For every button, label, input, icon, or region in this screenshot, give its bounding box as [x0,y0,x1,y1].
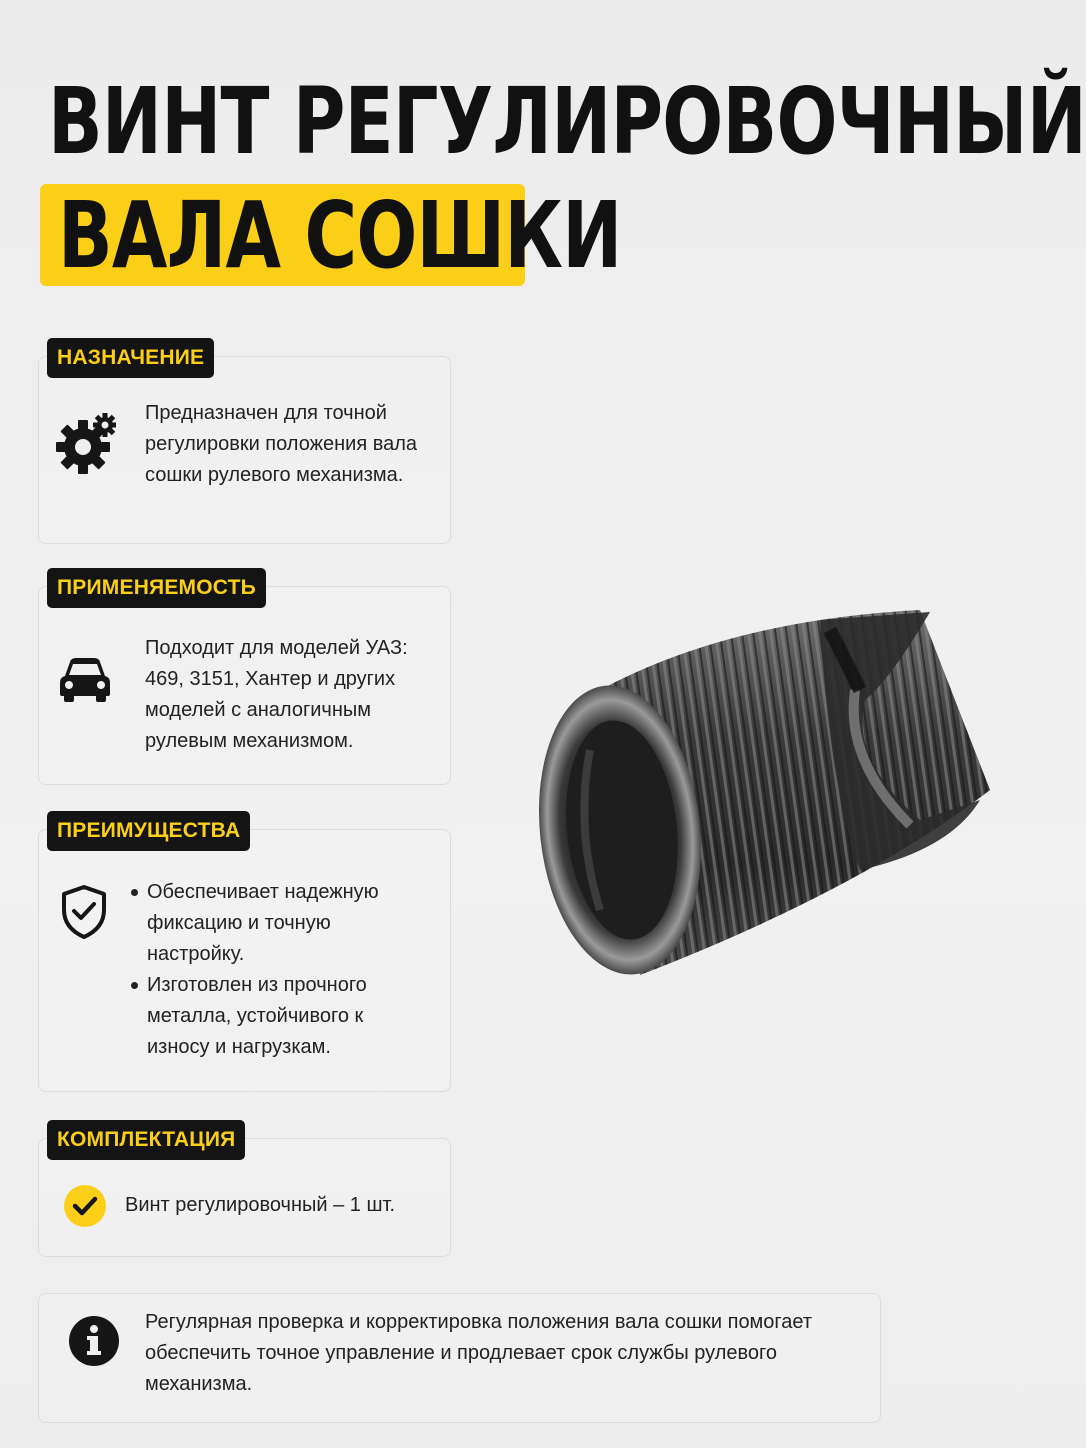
purpose-badge: НАЗНАЧЕНИЕ [47,338,214,378]
advantages-list [131,877,421,1063]
info-icon [68,1315,120,1367]
package-badge: КОМПЛЕКТАЦИЯ [47,1120,245,1160]
list-item: Изготовлен из прочного металла, устойчивого к износу и нагрузкам. [131,970,421,1063]
title-line-2: ВАЛА СОШКИ [58,182,622,289]
car-icon [58,656,112,704]
advantages-badge: ПРЕИМУЩЕСТВА [47,811,250,851]
product-image [530,590,1000,990]
gears-icon [56,410,116,474]
purpose-text: Предназначен для точной регулировки положения вала сошки рулевого механизма. [145,402,418,486]
title-line-1: ВИНТ РЕГУЛИРОВОЧНЫЙ [48,68,1086,175]
check-circle-icon [63,1184,107,1228]
shield-check-icon [60,884,108,940]
package-text: Винт регулировочный – 1 шт. [125,1194,396,1216]
applicability-badge: ПРИМЕНЯЕМОСТЬ [47,568,266,608]
list-item: Обеспечивает надежную фиксацию и точную настройку. [131,877,421,970]
applicability-text: Подходит для моделей УАЗ: 469, 3151, Хантер и других моделей с аналогичным рулевым механизмом. [145,637,408,752]
info-text: Регулярная проверка и корректировка положения вала сошки помогает обеспечить точное управление и продлевает срок службы рулевого механизма. [145,1311,813,1395]
